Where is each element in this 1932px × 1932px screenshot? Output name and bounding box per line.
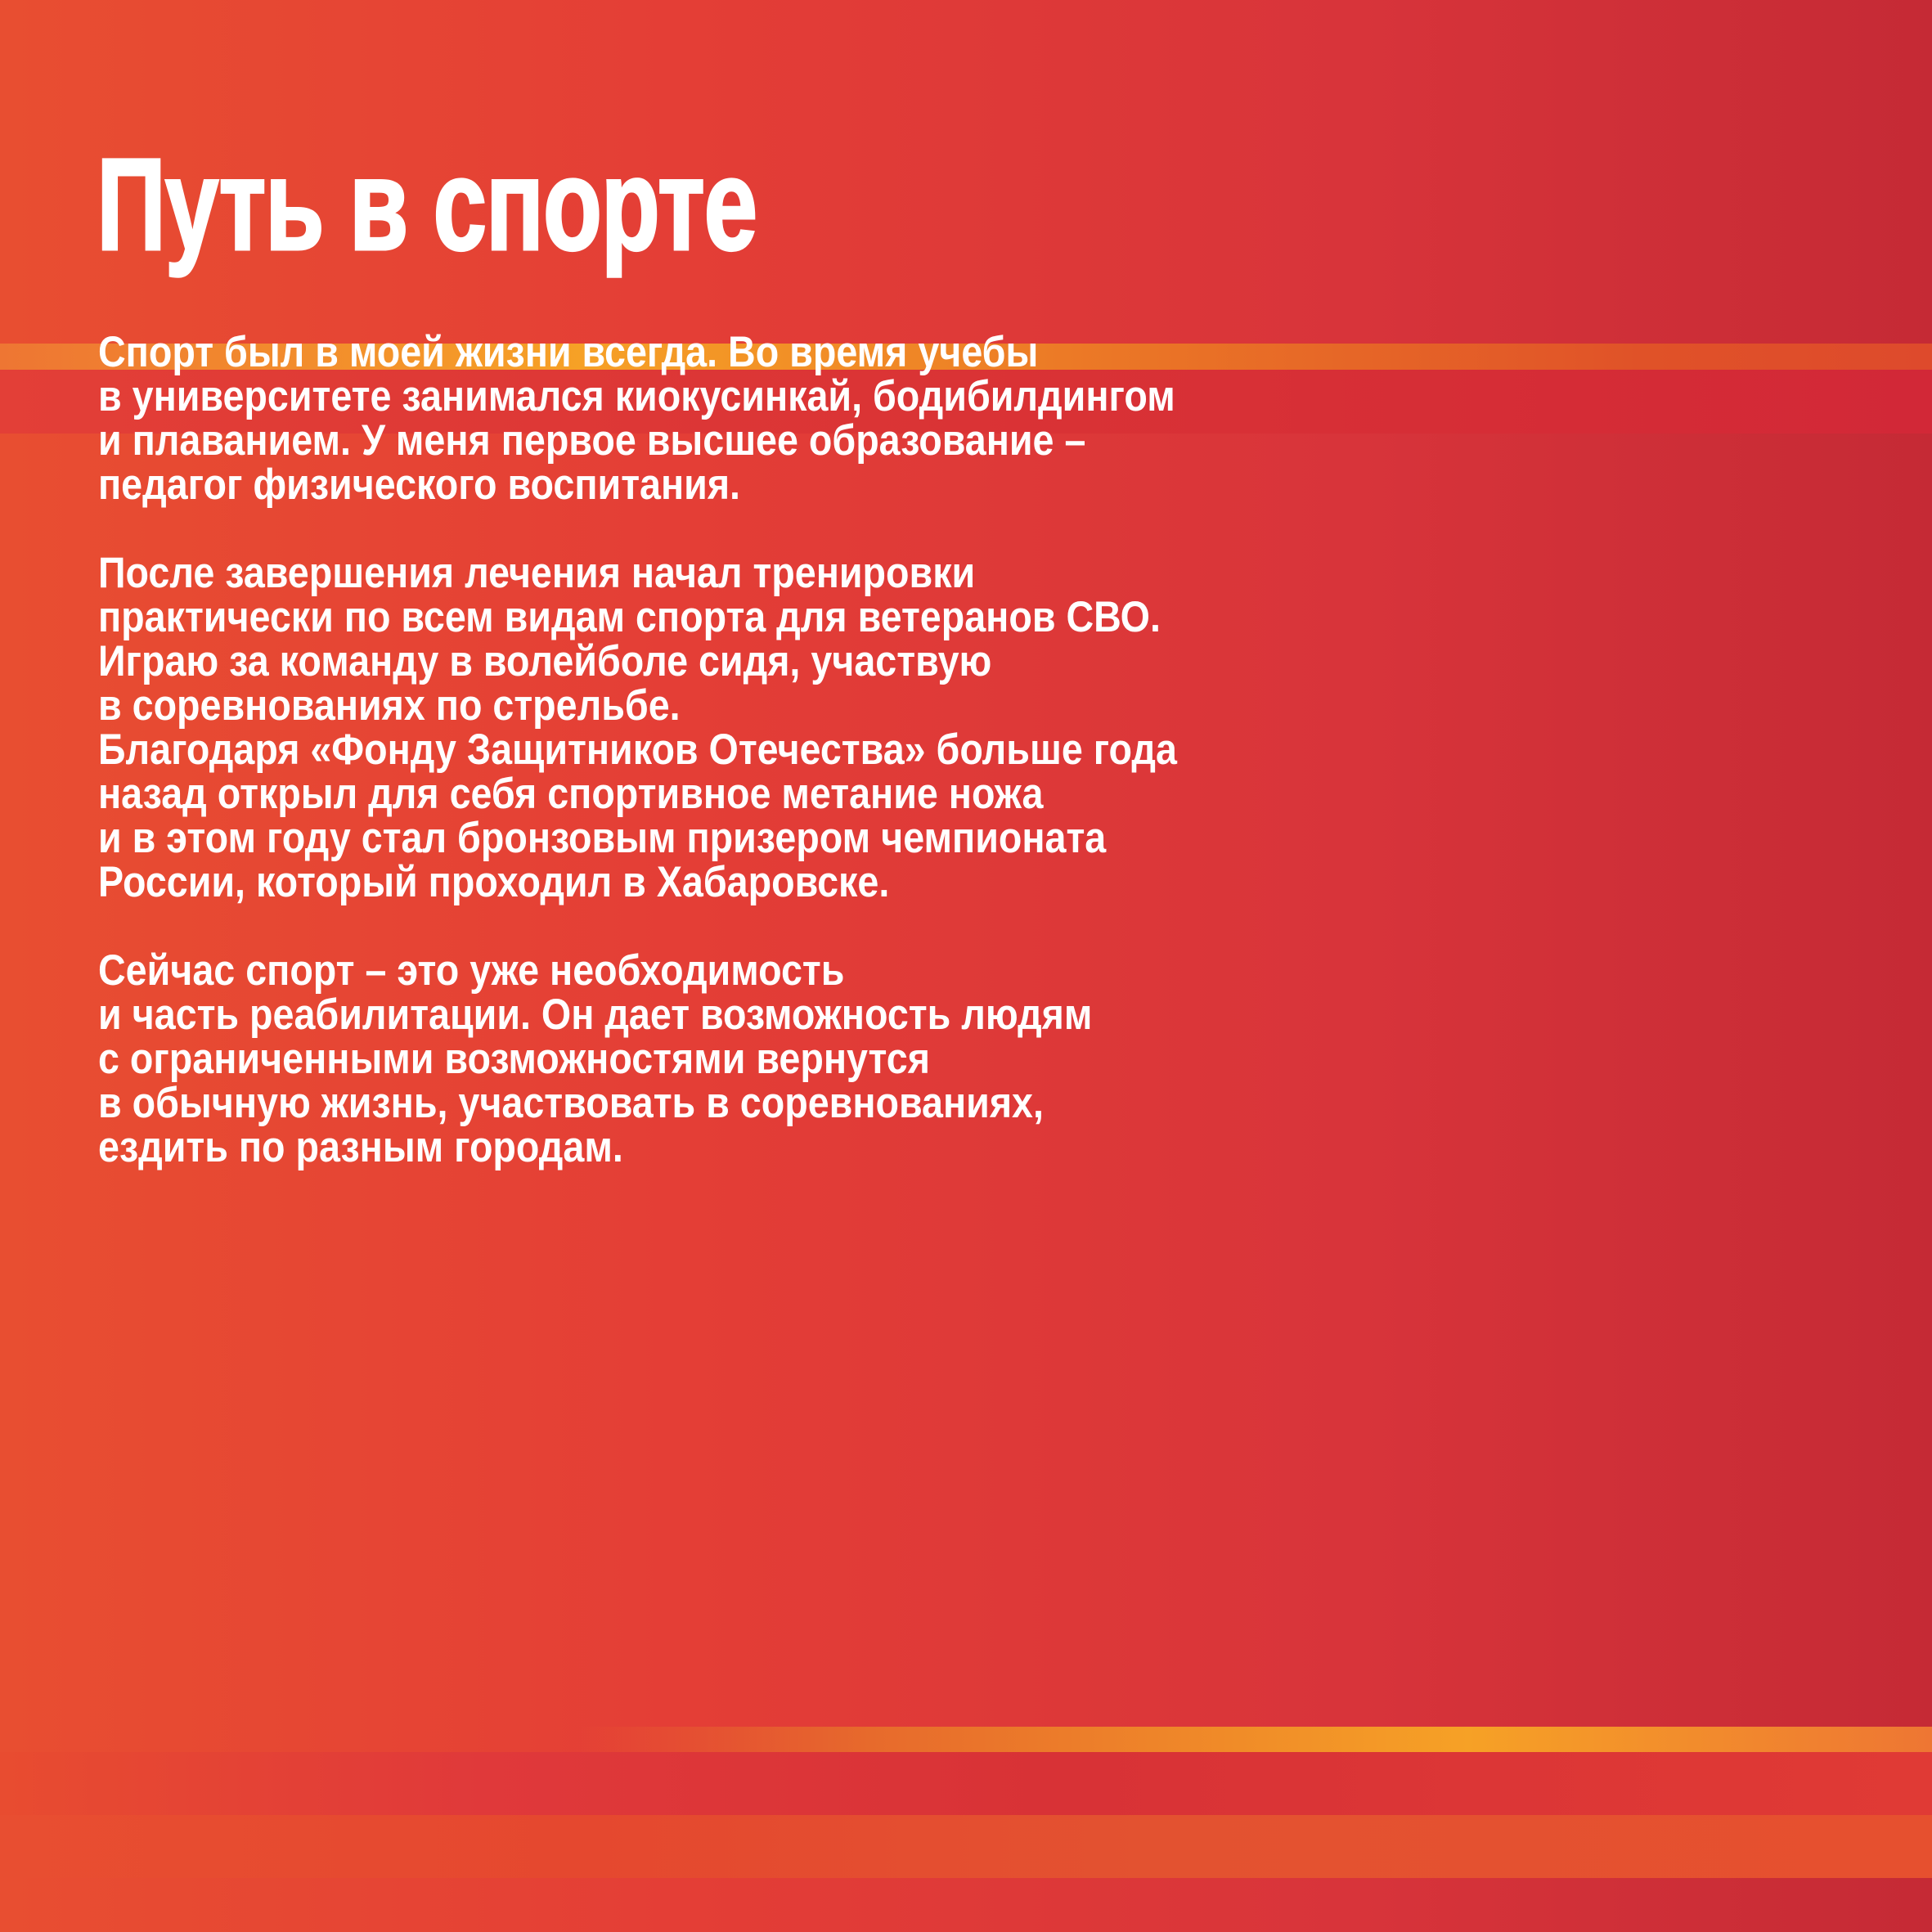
text-line: Сейчас спорт – это уже необходимость xyxy=(98,946,845,995)
text-line: После завершения лечения начал тренировки xyxy=(98,549,976,597)
text-line: Спорт был в моей жизни всегда. Во время учебы xyxy=(98,328,1039,376)
text-line: ездить по разным городам. xyxy=(98,1123,623,1171)
text-line: России, который проходил в Хабаровске. xyxy=(98,858,890,906)
text-line: и часть реабилитации. Он дает возможность людям xyxy=(98,991,1093,1039)
decorative-stripe-orange-bottom-2 xyxy=(0,1815,1932,1878)
text-line: с ограниченными возможностями вернутся xyxy=(98,1035,930,1083)
text-line: и в этом году стал бронзовым призером чемпионата xyxy=(98,814,1107,862)
page-title: Путь в спорте xyxy=(97,131,757,277)
text-line: в университете занимался киокусинкай, бодибилдингом xyxy=(98,372,1175,420)
text-line: Играю за команду в волейболе сидя, участвую xyxy=(98,637,992,685)
text-line: и плаванием. У меня первое высшее образование – xyxy=(98,416,1086,465)
text-line: в обычную жизнь, участвовать в соревнованиях, xyxy=(98,1079,1044,1127)
text-line: в соревнованиях по стрельбе. xyxy=(98,681,681,730)
decorative-stripe-red-bottom xyxy=(0,1752,1932,1815)
text-line: назад открыл для себя спортивное метание ножа xyxy=(98,770,1044,818)
text-line: практически по всем видам спорта для ветеранов СВО. xyxy=(98,593,1161,641)
text-line: педагог физического воспитания. xyxy=(98,461,741,509)
paragraph-3 xyxy=(98,946,1093,1171)
text-line: Благодаря «Фонду Защитников Отечества» больше года xyxy=(98,726,1177,774)
paragraph-1 xyxy=(98,330,1175,507)
paragraph-2 xyxy=(98,551,1177,905)
decorative-stripe-orange-bottom xyxy=(0,1727,1932,1752)
